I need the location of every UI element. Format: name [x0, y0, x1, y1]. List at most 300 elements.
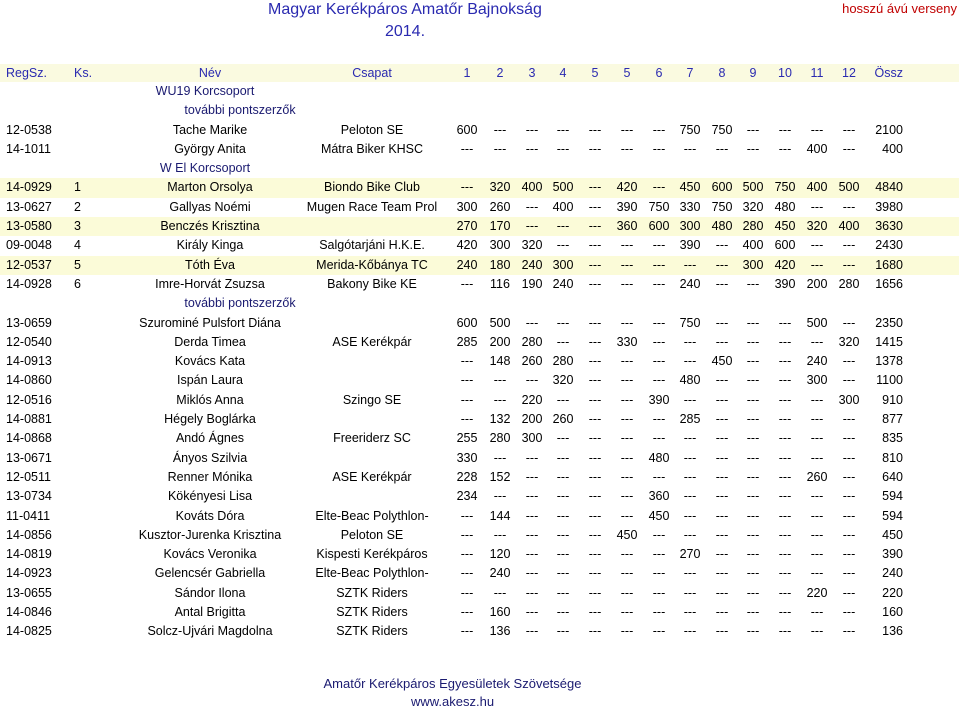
round-points: --- — [810, 257, 824, 272]
round-points: --- — [683, 508, 697, 523]
round-points: 240 — [552, 276, 574, 291]
footer-url: www.akesz.hu — [410, 694, 495, 709]
round-points: --- — [525, 508, 539, 523]
round-points: --- — [842, 508, 856, 523]
rider-name: Derda Timea — [174, 334, 246, 349]
round-points: --- — [556, 624, 570, 639]
round-points: --- — [778, 547, 792, 562]
subheading — [0, 101, 959, 120]
round-points: 160 — [489, 605, 511, 620]
team-name: ASE Kerékpár — [332, 469, 412, 484]
round-points: --- — [810, 489, 824, 504]
round-points: 330 — [679, 199, 701, 214]
round-points: --- — [556, 392, 570, 407]
round-points: --- — [556, 508, 570, 523]
team-name — [298, 371, 446, 390]
round-points: 480 — [648, 450, 670, 465]
round-points: --- — [588, 605, 602, 620]
round-points: --- — [652, 238, 666, 253]
round-points: --- — [460, 373, 474, 388]
round-points: 750 — [679, 315, 701, 330]
round-points: --- — [778, 489, 792, 504]
round-points: --- — [493, 489, 507, 504]
round-points: 200 — [806, 276, 828, 291]
round-points: --- — [460, 276, 474, 291]
round-points: 300 — [521, 431, 543, 446]
team-name: Peloton SE — [340, 122, 404, 137]
total-points: 220 — [882, 585, 903, 600]
rank — [74, 429, 94, 448]
rider-name: Benczés Krisztina — [160, 219, 260, 234]
total-points: 2100 — [875, 122, 903, 137]
round-points: --- — [778, 508, 792, 523]
round-points: --- — [460, 624, 474, 639]
round-points: --- — [778, 354, 792, 369]
round-points: --- — [588, 257, 602, 272]
total-points: 1100 — [876, 373, 903, 388]
rank: 3 — [74, 219, 81, 234]
round-points: --- — [683, 469, 697, 484]
round-points: --- — [810, 527, 824, 542]
round-points: --- — [715, 392, 729, 407]
total-points: 640 — [882, 469, 903, 484]
round-points: 170 — [489, 219, 511, 234]
round-points: --- — [620, 141, 634, 156]
round-points: --- — [588, 373, 602, 388]
round-points: --- — [460, 585, 474, 600]
reg-number: 14-0856 — [6, 527, 52, 542]
round-points: 320 — [742, 199, 764, 214]
reg-number: 12-0537 — [6, 257, 52, 272]
team-name: Elte-Beac Polythlon- — [315, 508, 429, 523]
round-points: 450 — [774, 219, 796, 234]
reg-number: 14-1011 — [6, 141, 51, 156]
round-points: --- — [588, 122, 602, 137]
round-points: --- — [556, 469, 570, 484]
table-row — [0, 198, 959, 217]
rider-name: György Anita — [174, 141, 246, 156]
round-points: --- — [525, 122, 539, 137]
round-points: --- — [683, 431, 697, 446]
team-name: Kispesti Kerékpáros — [316, 547, 428, 562]
rank — [74, 507, 94, 526]
round-points: --- — [715, 547, 729, 562]
round-points: 400 — [552, 199, 574, 214]
round-points: 300 — [742, 257, 764, 272]
round-points: --- — [746, 508, 760, 523]
table-row — [0, 352, 959, 371]
reg-number: 14-0819 — [6, 547, 52, 562]
rider-name: Hégely Boglárka — [164, 412, 256, 427]
round-points: --- — [652, 334, 666, 349]
round-points: --- — [746, 469, 760, 484]
round-points: --- — [620, 585, 634, 600]
round-points: --- — [778, 527, 792, 542]
team-name: Salgótarjáni H.K.E. — [319, 238, 425, 253]
category-label: W El Korcsoport — [159, 161, 251, 176]
round-points: --- — [842, 238, 856, 253]
team-name — [298, 487, 446, 506]
total-points: 910 — [882, 392, 903, 407]
round-points: 480 — [774, 199, 796, 214]
round-points: --- — [493, 122, 507, 137]
rank — [74, 487, 94, 506]
round-points: --- — [746, 489, 760, 504]
round-points: 500 — [552, 180, 574, 195]
header-ks: Ks. — [74, 66, 93, 80]
team-name: Merida-Kőbánya TC — [316, 257, 428, 272]
table-row — [0, 584, 959, 603]
round-points: 500 — [806, 315, 828, 330]
round-points: --- — [652, 566, 666, 581]
round-points: --- — [683, 257, 697, 272]
round-points: --- — [556, 527, 570, 542]
team-name: SZTK Riders — [336, 624, 408, 639]
round-points: --- — [715, 431, 729, 446]
round-points: --- — [715, 508, 729, 523]
reg-number: 13-0659 — [6, 315, 52, 330]
round-points: --- — [525, 585, 539, 600]
round-points: --- — [588, 527, 602, 542]
round-points: --- — [620, 450, 634, 465]
table-row — [0, 429, 959, 448]
round-points: --- — [493, 527, 507, 542]
round-points: --- — [525, 624, 539, 639]
round-points: --- — [620, 605, 634, 620]
round-points: --- — [715, 450, 729, 465]
round-points: --- — [588, 392, 602, 407]
round-points: --- — [652, 585, 666, 600]
round-points: --- — [652, 180, 666, 195]
round-points: --- — [460, 566, 474, 581]
round-points: --- — [493, 373, 507, 388]
round-points: --- — [715, 373, 729, 388]
rank — [74, 603, 94, 622]
round-points: --- — [620, 238, 634, 253]
round-points: 390 — [774, 276, 796, 291]
round-points: --- — [588, 276, 602, 291]
round-points: --- — [842, 354, 856, 369]
round-points: --- — [683, 585, 697, 600]
page-title: Magyar Kerékpáros Amatőr Bajnokság — [268, 1, 542, 18]
header-round: 7 — [686, 66, 694, 80]
round-points: --- — [683, 141, 697, 156]
round-points: --- — [620, 257, 634, 272]
header-round: 2 — [496, 66, 504, 80]
table-row — [0, 507, 959, 526]
table-row — [0, 314, 959, 333]
header-name: Név — [198, 66, 222, 80]
round-points: --- — [620, 354, 634, 369]
reg-number: 14-0913 — [6, 354, 52, 369]
round-points: --- — [620, 431, 634, 446]
rider-name: Ányos Szilvia — [172, 450, 248, 465]
header-team: Csapat — [352, 66, 392, 80]
rank — [74, 622, 94, 641]
round-points: --- — [620, 412, 634, 427]
table-row — [0, 622, 959, 641]
subheading — [0, 294, 959, 313]
table-row — [0, 603, 959, 622]
round-points: --- — [525, 141, 539, 156]
round-points: 285 — [456, 334, 478, 349]
round-points: --- — [525, 373, 539, 388]
round-points: --- — [556, 238, 570, 253]
reg-number: 13-0734 — [6, 489, 52, 504]
round-points: 300 — [456, 199, 478, 214]
round-points: --- — [556, 566, 570, 581]
rank: 1 — [74, 180, 81, 195]
round-points: --- — [810, 508, 824, 523]
round-points: --- — [746, 141, 760, 156]
round-points: --- — [556, 334, 570, 349]
reg-number: 11-0411 — [6, 508, 51, 523]
rider-name: Sándor Ilona — [174, 585, 246, 600]
round-points: --- — [588, 141, 602, 156]
header-round: 12 — [842, 66, 856, 80]
rider-name: Renner Mónika — [167, 469, 253, 484]
round-points: --- — [715, 469, 729, 484]
round-points: 750 — [774, 180, 796, 195]
category-label: WU19 Korcsoport — [155, 84, 255, 98]
round-points: 280 — [521, 334, 543, 349]
round-points: --- — [652, 547, 666, 562]
table-row — [0, 468, 959, 487]
reg-number: 14-0881 — [6, 412, 52, 427]
round-points: 390 — [616, 199, 638, 214]
round-points: 400 — [806, 180, 828, 195]
rank — [74, 352, 94, 371]
round-points: 148 — [489, 354, 511, 369]
round-points: --- — [683, 392, 697, 407]
round-points: --- — [493, 450, 507, 465]
round-points: 300 — [489, 238, 511, 253]
category-heading — [0, 159, 959, 178]
round-points: 450 — [648, 508, 670, 523]
round-points: --- — [810, 605, 824, 620]
round-points: --- — [810, 334, 824, 349]
round-points: --- — [620, 276, 634, 291]
round-points: 260 — [489, 199, 511, 214]
round-points: 285 — [679, 412, 701, 427]
round-points: 240 — [806, 354, 828, 369]
round-points: 116 — [490, 276, 510, 291]
total-points: 877 — [882, 412, 903, 427]
round-points: --- — [588, 469, 602, 484]
round-points: 228 — [456, 469, 478, 484]
round-points: --- — [746, 547, 760, 562]
rider-name: Antal Brigitta — [174, 605, 246, 620]
header-round: 9 — [749, 66, 757, 80]
round-points: --- — [652, 373, 666, 388]
round-points: 360 — [616, 219, 638, 234]
round-points: --- — [746, 624, 760, 639]
rider-name: Kusztor-Jurenka Krisztina — [138, 527, 282, 542]
round-points: 750 — [711, 122, 733, 137]
round-points: --- — [460, 354, 474, 369]
round-points: 400 — [742, 238, 764, 253]
total-points: 2350 — [875, 315, 903, 330]
round-points: 280 — [489, 431, 511, 446]
total-points: 594 — [882, 489, 903, 504]
round-points: --- — [778, 334, 792, 349]
reg-number: 14-0860 — [6, 373, 52, 388]
rider-name: Miklós Anna — [176, 392, 244, 407]
round-points: 320 — [838, 334, 860, 349]
round-points: --- — [620, 469, 634, 484]
total-points: 1378 — [875, 354, 903, 369]
round-points: --- — [842, 412, 856, 427]
round-points: --- — [556, 141, 570, 156]
round-points: 480 — [711, 219, 733, 234]
table-row — [0, 178, 959, 197]
round-points: --- — [620, 489, 634, 504]
header-round: 5 — [623, 66, 631, 80]
round-points: --- — [588, 547, 602, 562]
round-points: --- — [588, 238, 602, 253]
rider-name: Marton Orsolya — [167, 180, 253, 195]
round-points: 300 — [806, 373, 828, 388]
round-points: 450 — [679, 180, 701, 195]
round-points: --- — [778, 585, 792, 600]
round-points: --- — [652, 431, 666, 446]
reg-number: 13-0627 — [6, 199, 52, 214]
round-points: --- — [715, 412, 729, 427]
round-points: --- — [588, 489, 602, 504]
header-round: 6 — [655, 66, 663, 80]
page-year: 2014. — [384, 23, 426, 40]
round-points: --- — [620, 624, 634, 639]
round-points: --- — [715, 276, 729, 291]
team-name: Elte-Beac Polythlon- — [315, 566, 429, 581]
round-points: --- — [652, 122, 666, 137]
rider-name: Kovács Veronika — [163, 547, 257, 562]
round-points: --- — [746, 373, 760, 388]
header-reg: RegSz. — [6, 66, 47, 80]
total-points: 4840 — [875, 180, 903, 195]
round-points: 390 — [648, 392, 670, 407]
round-points: --- — [620, 566, 634, 581]
round-points: --- — [493, 585, 507, 600]
round-points: --- — [525, 605, 539, 620]
round-points: --- — [746, 392, 760, 407]
round-points: --- — [810, 566, 824, 581]
reg-number: 12-0516 — [6, 392, 52, 407]
team-name: SZTK Riders — [336, 585, 408, 600]
round-points: --- — [810, 431, 824, 446]
rider-name: Andó Ágnes — [175, 431, 245, 446]
table-row — [0, 545, 959, 564]
round-points: 420 — [774, 257, 796, 272]
round-points: --- — [842, 315, 856, 330]
round-points: --- — [620, 373, 634, 388]
round-points: --- — [525, 315, 539, 330]
round-points: 400 — [806, 141, 828, 156]
round-points: --- — [746, 276, 760, 291]
round-points: --- — [746, 334, 760, 349]
round-points: 600 — [711, 180, 733, 195]
round-points: --- — [683, 566, 697, 581]
round-points: --- — [683, 334, 697, 349]
round-points: 190 — [521, 276, 543, 291]
rider-name: Kovács Kata — [174, 354, 246, 369]
total-points: 240 — [882, 566, 903, 581]
round-points: 300 — [679, 219, 701, 234]
team-name: SZTK Riders — [336, 605, 408, 620]
round-points: --- — [842, 624, 856, 639]
team-name: Mugen Race Team Prol — [306, 199, 438, 214]
round-points: --- — [652, 257, 666, 272]
round-points: 200 — [521, 412, 543, 427]
round-points: --- — [588, 199, 602, 214]
round-points: --- — [556, 585, 570, 600]
round-points: --- — [810, 238, 824, 253]
round-points: --- — [778, 392, 792, 407]
round-points: --- — [810, 199, 824, 214]
rider-name: Gallyas Noémi — [169, 199, 251, 214]
round-points: --- — [620, 508, 634, 523]
total-points: 160 — [882, 605, 903, 620]
round-points: --- — [525, 489, 539, 504]
round-points: 320 — [489, 180, 511, 195]
round-points: --- — [842, 489, 856, 504]
round-points: 500 — [742, 180, 764, 195]
round-points: --- — [842, 122, 856, 137]
round-points: 280 — [552, 354, 574, 369]
round-points: --- — [652, 469, 666, 484]
round-points: 270 — [456, 219, 478, 234]
round-points: --- — [460, 547, 474, 562]
rank — [74, 140, 94, 159]
round-points: --- — [746, 431, 760, 446]
round-points: 240 — [456, 257, 478, 272]
table-row — [0, 333, 959, 352]
round-points: 220 — [521, 392, 543, 407]
round-points: 400 — [838, 219, 860, 234]
round-points: --- — [746, 354, 760, 369]
round-points: 750 — [648, 199, 670, 214]
round-points: 200 — [489, 334, 511, 349]
round-points: --- — [778, 412, 792, 427]
total-points: 1680 — [875, 257, 903, 272]
round-points: --- — [460, 180, 474, 195]
total-points: 136 — [882, 624, 903, 639]
round-points: 300 — [552, 257, 574, 272]
round-points: 240 — [521, 257, 543, 272]
team-name: Freeriderz SC — [333, 431, 411, 446]
round-points: 320 — [552, 373, 574, 388]
round-points: --- — [556, 547, 570, 562]
round-points: 320 — [806, 219, 828, 234]
reg-number: 12-0538 — [6, 122, 52, 137]
rider-name: Gelencsér Gabriella — [154, 566, 266, 581]
table-row — [0, 256, 959, 275]
team-name: Mátra Biker KHSC — [320, 141, 424, 156]
round-points: --- — [588, 219, 602, 234]
round-points: 360 — [648, 489, 670, 504]
footer-org: Amatőr Kerékpáros Egyesületek Szövetsége — [323, 676, 582, 691]
round-points: --- — [525, 547, 539, 562]
total-points: 450 — [882, 527, 903, 542]
round-points: --- — [715, 585, 729, 600]
rank — [74, 410, 94, 429]
team-name — [298, 314, 446, 333]
round-points: --- — [715, 315, 729, 330]
round-points: 600 — [648, 219, 670, 234]
round-points: --- — [842, 199, 856, 214]
round-points: --- — [652, 624, 666, 639]
rider-name: Imre-Horvát Zsuzsa — [155, 276, 265, 291]
